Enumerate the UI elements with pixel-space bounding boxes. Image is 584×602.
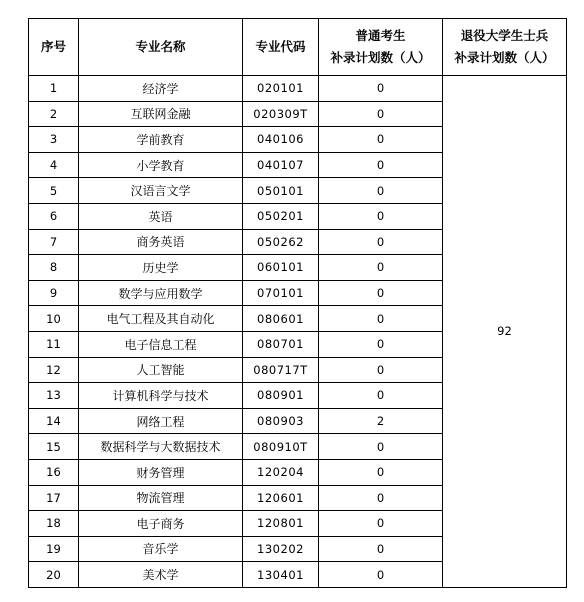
regular-plan-cell: 0 (319, 152, 443, 178)
major-code-cell: 130202 (243, 536, 319, 562)
major-name-cell: 小学教育 (79, 152, 243, 178)
admission-plan-table (28, 18, 567, 588)
regular-plan-cell: 0 (319, 511, 443, 537)
major-name-cell: 互联网金融 (79, 101, 243, 127)
regular-plan-cell: 0 (319, 76, 443, 102)
seq-cell: 15 (29, 434, 79, 460)
major-code-cell: 020101 (243, 76, 319, 102)
header-veteran-line1: 退役大学生士兵 (460, 28, 549, 43)
table-row (29, 76, 567, 102)
seq-cell: 3 (29, 127, 79, 153)
seq-cell: 7 (29, 229, 79, 255)
header-major-name: 专业名称 (79, 19, 243, 76)
seq-cell: 8 (29, 255, 79, 281)
seq-cell: 10 (29, 306, 79, 332)
seq-cell: 6 (29, 203, 79, 229)
regular-plan-cell: 0 (319, 536, 443, 562)
regular-plan-cell: 0 (319, 178, 443, 204)
major-code-cell: 050101 (243, 178, 319, 204)
major-name-cell: 人工智能 (79, 357, 243, 383)
header-veteran-plan (443, 19, 567, 76)
seq-cell: 4 (29, 152, 79, 178)
seq-cell: 9 (29, 280, 79, 306)
regular-plan-cell: 0 (319, 434, 443, 460)
regular-plan-cell: 0 (319, 127, 443, 153)
major-name-cell: 财务管理 (79, 459, 243, 485)
table-body (29, 76, 567, 588)
regular-plan-cell: 0 (319, 280, 443, 306)
regular-plan-cell: 0 (319, 306, 443, 332)
major-name-cell: 计算机科学与技术 (79, 383, 243, 409)
regular-plan-cell: 0 (319, 101, 443, 127)
seq-cell: 14 (29, 408, 79, 434)
header-seq: 序号 (29, 19, 79, 76)
major-code-cell: 050201 (243, 203, 319, 229)
seq-cell: 18 (29, 511, 79, 537)
regular-plan-cell: 0 (319, 357, 443, 383)
veteran-plan-total-cell: 92 (443, 76, 567, 588)
major-name-cell: 物流管理 (79, 485, 243, 511)
header-row (29, 19, 567, 76)
seq-cell: 17 (29, 485, 79, 511)
seq-cell: 11 (29, 331, 79, 357)
regular-plan-cell: 0 (319, 383, 443, 409)
header-regular-line1: 普通考生 (355, 28, 406, 43)
regular-plan-cell: 0 (319, 562, 443, 588)
major-code-cell: 020309T (243, 101, 319, 127)
major-code-cell: 080910T (243, 434, 319, 460)
major-code-cell: 040107 (243, 152, 319, 178)
major-code-cell: 070101 (243, 280, 319, 306)
header-veteran-line2: 补录计划数（人） (454, 50, 555, 65)
regular-plan-cell: 0 (319, 485, 443, 511)
major-code-cell: 080601 (243, 306, 319, 332)
major-code-cell: 080701 (243, 331, 319, 357)
regular-plan-cell: 0 (319, 459, 443, 485)
major-name-cell: 网络工程 (79, 408, 243, 434)
major-name-cell: 汉语言文学 (79, 178, 243, 204)
regular-plan-cell: 2 (319, 408, 443, 434)
seq-cell: 5 (29, 178, 79, 204)
major-code-cell: 130401 (243, 562, 319, 588)
major-name-cell: 英语 (79, 203, 243, 229)
regular-plan-cell: 0 (319, 203, 443, 229)
major-name-cell: 电气工程及其自动化 (79, 306, 243, 332)
major-name-cell: 美术学 (79, 562, 243, 588)
major-name-cell: 学前教育 (79, 127, 243, 153)
header-regular-plan (319, 19, 443, 76)
major-name-cell: 经济学 (79, 76, 243, 102)
seq-cell: 20 (29, 562, 79, 588)
seq-cell: 2 (29, 101, 79, 127)
major-code-cell: 080903 (243, 408, 319, 434)
seq-cell: 1 (29, 76, 79, 102)
major-name-cell: 数据科学与大数据技术 (79, 434, 243, 460)
major-name-cell: 电子商务 (79, 511, 243, 537)
major-name-cell: 音乐学 (79, 536, 243, 562)
major-code-cell: 120601 (243, 485, 319, 511)
regular-plan-cell: 0 (319, 331, 443, 357)
major-code-cell: 050262 (243, 229, 319, 255)
seq-cell: 13 (29, 383, 79, 409)
major-code-cell: 040106 (243, 127, 319, 153)
regular-plan-cell: 0 (319, 255, 443, 281)
major-code-cell: 080901 (243, 383, 319, 409)
header-major-code: 专业代码 (243, 19, 319, 76)
major-code-cell: 120204 (243, 459, 319, 485)
regular-plan-cell: 0 (319, 229, 443, 255)
major-name-cell: 电子信息工程 (79, 331, 243, 357)
seq-cell: 19 (29, 536, 79, 562)
major-name-cell: 历史学 (79, 255, 243, 281)
major-name-cell: 商务英语 (79, 229, 243, 255)
major-code-cell: 080717T (243, 357, 319, 383)
major-code-cell: 060101 (243, 255, 319, 281)
major-name-cell: 数学与应用数学 (79, 280, 243, 306)
header-regular-line2: 补录计划数（人） (330, 50, 431, 65)
seq-cell: 16 (29, 459, 79, 485)
seq-cell: 12 (29, 357, 79, 383)
major-code-cell: 120801 (243, 511, 319, 537)
